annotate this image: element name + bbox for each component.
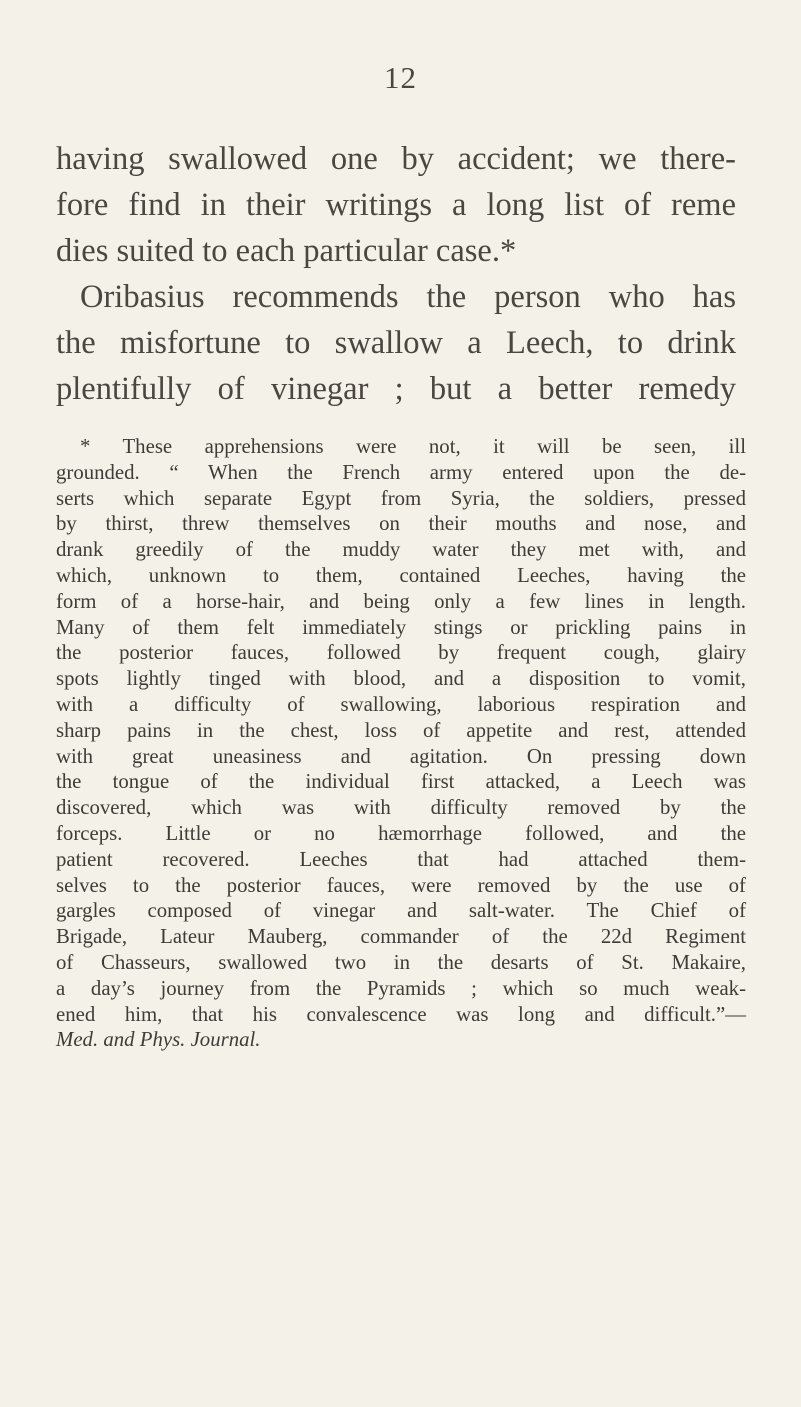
footnote-line: discovered, which was with difficulty removed by the	[56, 796, 746, 820]
footnote-line: form of a horse-hair, and being only a few lines in length.	[56, 589, 746, 613]
footnote-line: sharp pains in the chest, loss of appetite and rest, attended	[56, 718, 746, 742]
footnote-line: the posterior fauces, followed by frequent cough, glairy	[56, 641, 746, 665]
footnote-line: by thirst, threw themselves on their mouths and nose, and	[56, 512, 746, 536]
footnote-line: Many of them felt immediately stings or prickling pains in	[56, 615, 746, 639]
footnote-line: forceps. Little or no hæmorrhage followed, and the	[56, 821, 746, 845]
footnote-line: spots lightly tinged with blood, and a disposition to vomit,	[56, 667, 746, 691]
footnote-line: which, unknown to them, contained Leeches, having the	[56, 563, 746, 587]
footnote-line: serts which separate Egypt from Syria, the soldiers, pressed	[56, 486, 746, 510]
footnote-line: drank greedily of the muddy water they met with, and	[56, 538, 746, 562]
main-text-line: the misfortune to swallow a Leech, to drink	[56, 325, 736, 361]
main-text-line: Oribasius recommends the person who has	[80, 279, 736, 315]
footnote-line: ened him, that his convalescence was long and difficult.”—	[56, 1002, 746, 1026]
footnote	[56, 434, 746, 1053]
footnote-source: Med. and Phys. Journal.	[56, 1028, 261, 1052]
footnote-line: a day’s journey from the Pyramids ; which so much weak-	[56, 976, 746, 1000]
main-text-line: having swallowed one by accident; we there-	[56, 141, 736, 177]
page-number: 12	[384, 60, 417, 95]
main-text-line: plentifully of vinegar ; but a better remedy	[56, 371, 736, 407]
footnote-line: with a difficulty of swallowing, laborious respiration and	[56, 692, 746, 716]
footnote-line: * These apprehensions were not, it will be seen, ill	[80, 435, 746, 458]
main-text-line: fore find in their writings a long list of reme	[56, 187, 736, 223]
footnote-line: selves to the posterior fauces, were removed by the use of	[56, 873, 746, 897]
footnote-line: grounded. “ When the French army entered upon the de-	[56, 460, 746, 484]
main-text-line: dies suited to each particular case.*	[56, 233, 517, 269]
footnote-line: of Chasseurs, swallowed two in the desarts of St. Makaire,	[56, 950, 746, 974]
footnote-line: the tongue of the individual first attacked, a Leech was	[56, 770, 746, 794]
footnote-line: patient recovered. Leeches that had attached them-	[56, 847, 746, 871]
main-paragraph	[56, 136, 736, 412]
footnote-line: gargles composed of vinegar and salt-water. The Chief of	[56, 899, 746, 923]
footnote-line: Brigade, Lateur Mauberg, commander of the 22d Regiment	[56, 925, 746, 949]
footnote-line: with great uneasiness and agitation. On pressing down	[56, 744, 746, 768]
